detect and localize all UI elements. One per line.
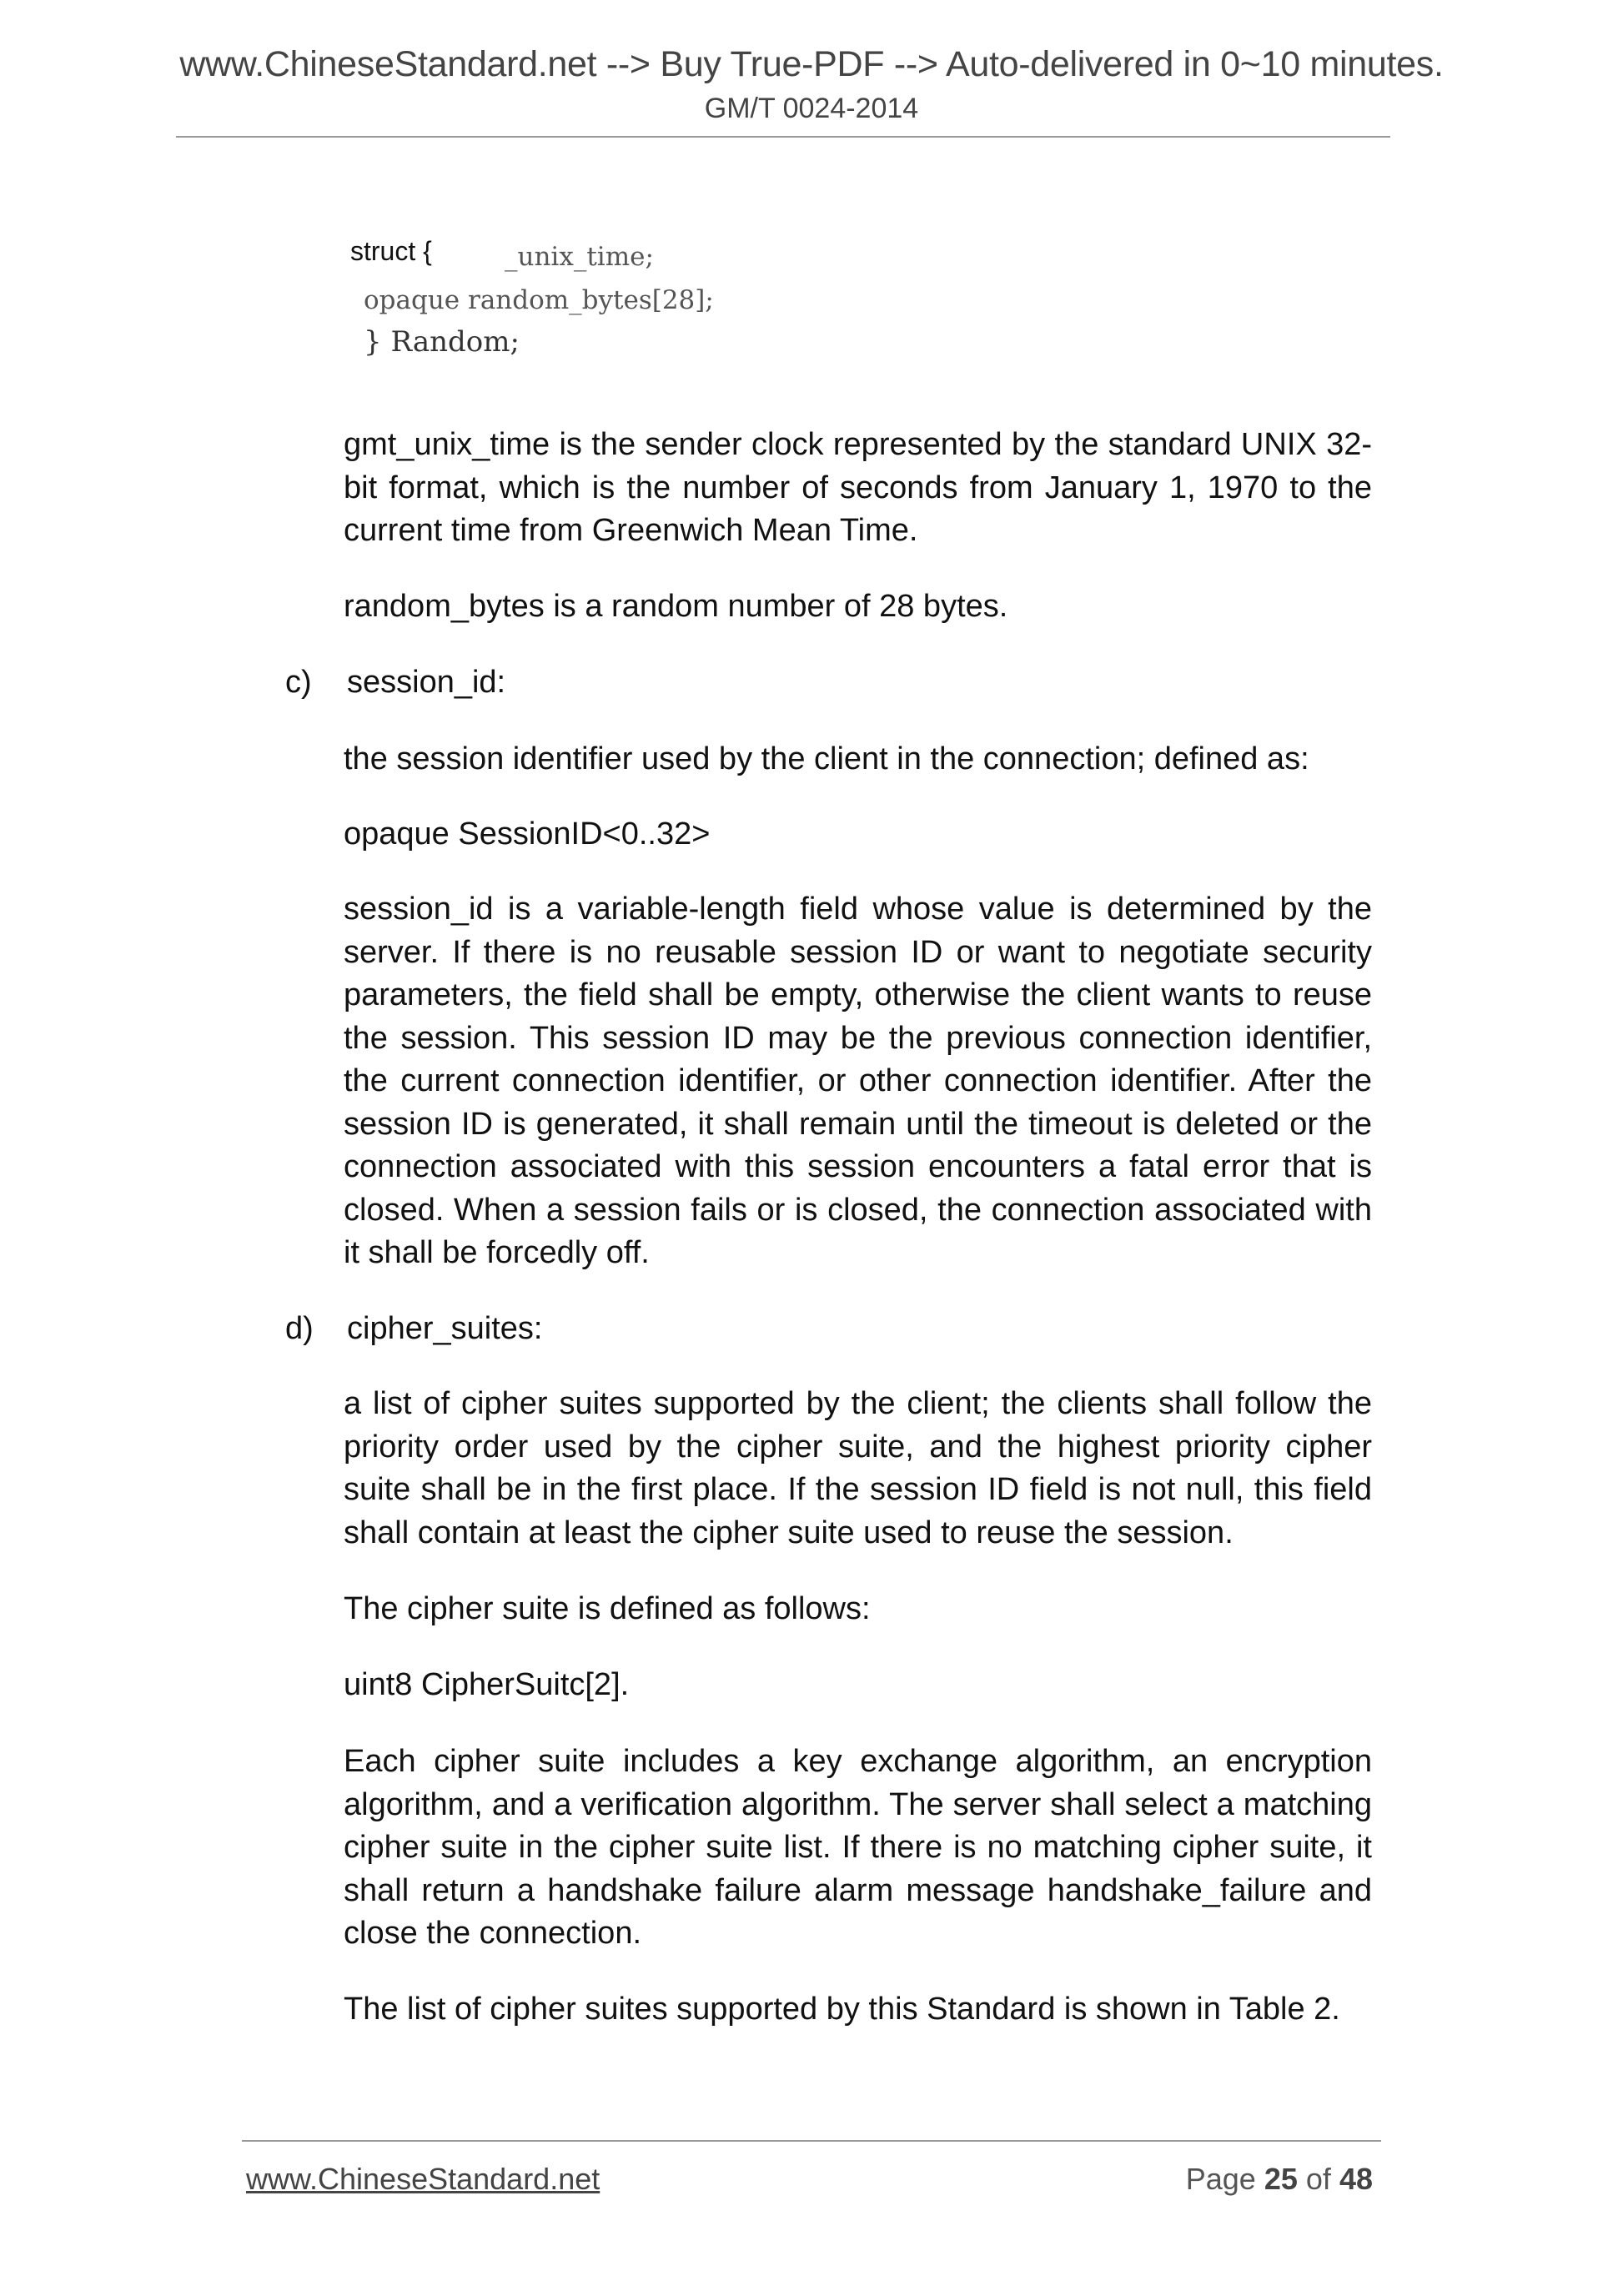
item-d-paragraph-3: uint8 CipherSuitc[2]. [344,1667,630,1702]
header-divider [176,136,1390,138]
footer-divider [242,2140,1381,2142]
item-d-title: cipher_suites: [347,1311,543,1346]
item-d-paragraph-2: The cipher suite is defined as follows: [344,1591,871,1626]
item-d-label: d) [285,1311,314,1346]
page-current: 25 [1264,2162,1298,2196]
item-d-paragraph-1: a list of cipher suites supported by the client; the clients shall follow the priority order used by the cipher suite, and the highest priority cipher suite shall be in the first place. If the session ID field is not null, this field shall contain at least the cipher suite used to reuse the session. [344,1386,1372,1550]
item-d-paragraph-4: Each cipher suite includes a key exchange algorithm, an encryption algorithm, and a verification algorithm. The server shall select a matching cipher suite in the cipher suite list. If there is no matching cipher suite, it shall return a handshake failure alarm message handshake_failure and close the connection. [344,1744,1372,1951]
standard-code: GM/T 0024-2014 [704,93,919,124]
item-c-paragraph-1: the session identifier used by the client in the connection; defined as: [344,741,1309,776]
item-c-paragraph-3: session_id is a variable-length field whose value is determined by the server. If there is no reusable session ID or want to negotiate security parameters, the field shall be empty, otherwise the client wants to reuse the session. This session ID may be the previous connection identifier, the current connection identifier, or other connection identifier. After the session ID is generated, it shall remain until the timeout is deleted or the connection associated with this session encounters a fatal error that is closed. When a session fails or is closed, the connection associated with it shall be forcedly off. [344,892,1372,1270]
paragraph-gmt-unix-time: gmt_unix_time is the sender clock represented by the standard UNIX 32-bit format, which is the number of seconds from January 1, 1970 to the current time from Greenwich Mean Time. [344,427,1372,548]
item-c-paragraph-2: opaque SessionID<0..32> [344,816,711,852]
item-d-paragraph-5: The list of cipher suites supported by this Standard is shown in Table 2. [344,1992,1340,2027]
footer-website-link[interactable]: www.ChineseStandard.net [246,2162,600,2196]
struct-closing: } Random; [364,325,520,359]
header-banner: www.ChineseStandard.net --> Buy True-PDF --> Auto-delivered in 0~10 minutes. [179,44,1444,84]
page-total: 48 [1339,2162,1373,2196]
struct-keyword: struct { [350,236,432,266]
page-prefix: Page [1185,2162,1256,2196]
paragraph-random-bytes: random_bytes is a random number of 28 bytes. [344,589,1008,624]
page-of: of [1305,2162,1331,2196]
page-indicator [1186,2162,1373,2197]
item-c-title: session_id: [347,665,506,700]
struct-field-unix-time: _unix_time; [505,242,654,272]
struct-field-random-bytes: opaque random_bytes[28]; [364,285,714,315]
item-c-label: c) [285,665,312,700]
